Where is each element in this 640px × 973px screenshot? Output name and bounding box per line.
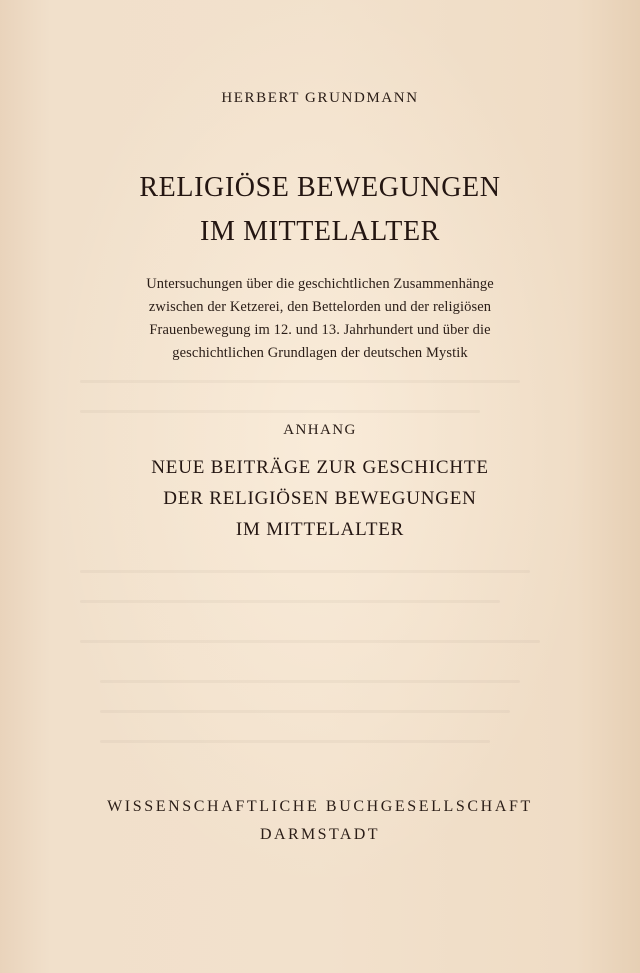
appendix-title-line-2: DER RELIGIÖSEN BEWEGUNGEN xyxy=(163,488,477,509)
publisher-city: DARMSTADT xyxy=(260,826,380,843)
book-title-line-1: RELIGIÖSE BEWEGUNGEN xyxy=(139,172,501,203)
show-through-line xyxy=(100,680,520,683)
show-through-line xyxy=(80,380,520,383)
show-through-line xyxy=(100,710,510,713)
subtitle-line-1: Untersuchungen über die geschichtlichen Zusammenhänge xyxy=(146,276,494,292)
appendix-label: ANHANG xyxy=(283,422,357,438)
subtitle-line-3: Frauenbewegung im 12. und 13. Jahrhundert und über die xyxy=(149,322,491,338)
show-through-line xyxy=(80,570,530,573)
show-through-line xyxy=(80,600,500,603)
appendix-title-line-1: NEUE BEITRÄGE ZUR GESCHICHTE xyxy=(151,457,489,478)
show-through-line xyxy=(100,740,490,743)
subtitle-line-2: zwischen der Ketzerei, den Bettelorden und der religiösen xyxy=(148,299,492,315)
show-through-line xyxy=(80,640,540,643)
appendix-title-line-3: IM MITTELALTER xyxy=(235,519,405,540)
show-through-line xyxy=(80,410,480,413)
subtitle-line-4: geschichtlichen Grundlagen der deutschen Mystik xyxy=(172,345,468,361)
publisher-name: WISSENSCHAFTLICHE BUCHGESELLSCHAFT xyxy=(107,798,533,815)
book-title-line-2: IM MITTELALTER xyxy=(200,216,440,247)
author-name: HERBERT GRUNDMANN xyxy=(221,90,419,106)
